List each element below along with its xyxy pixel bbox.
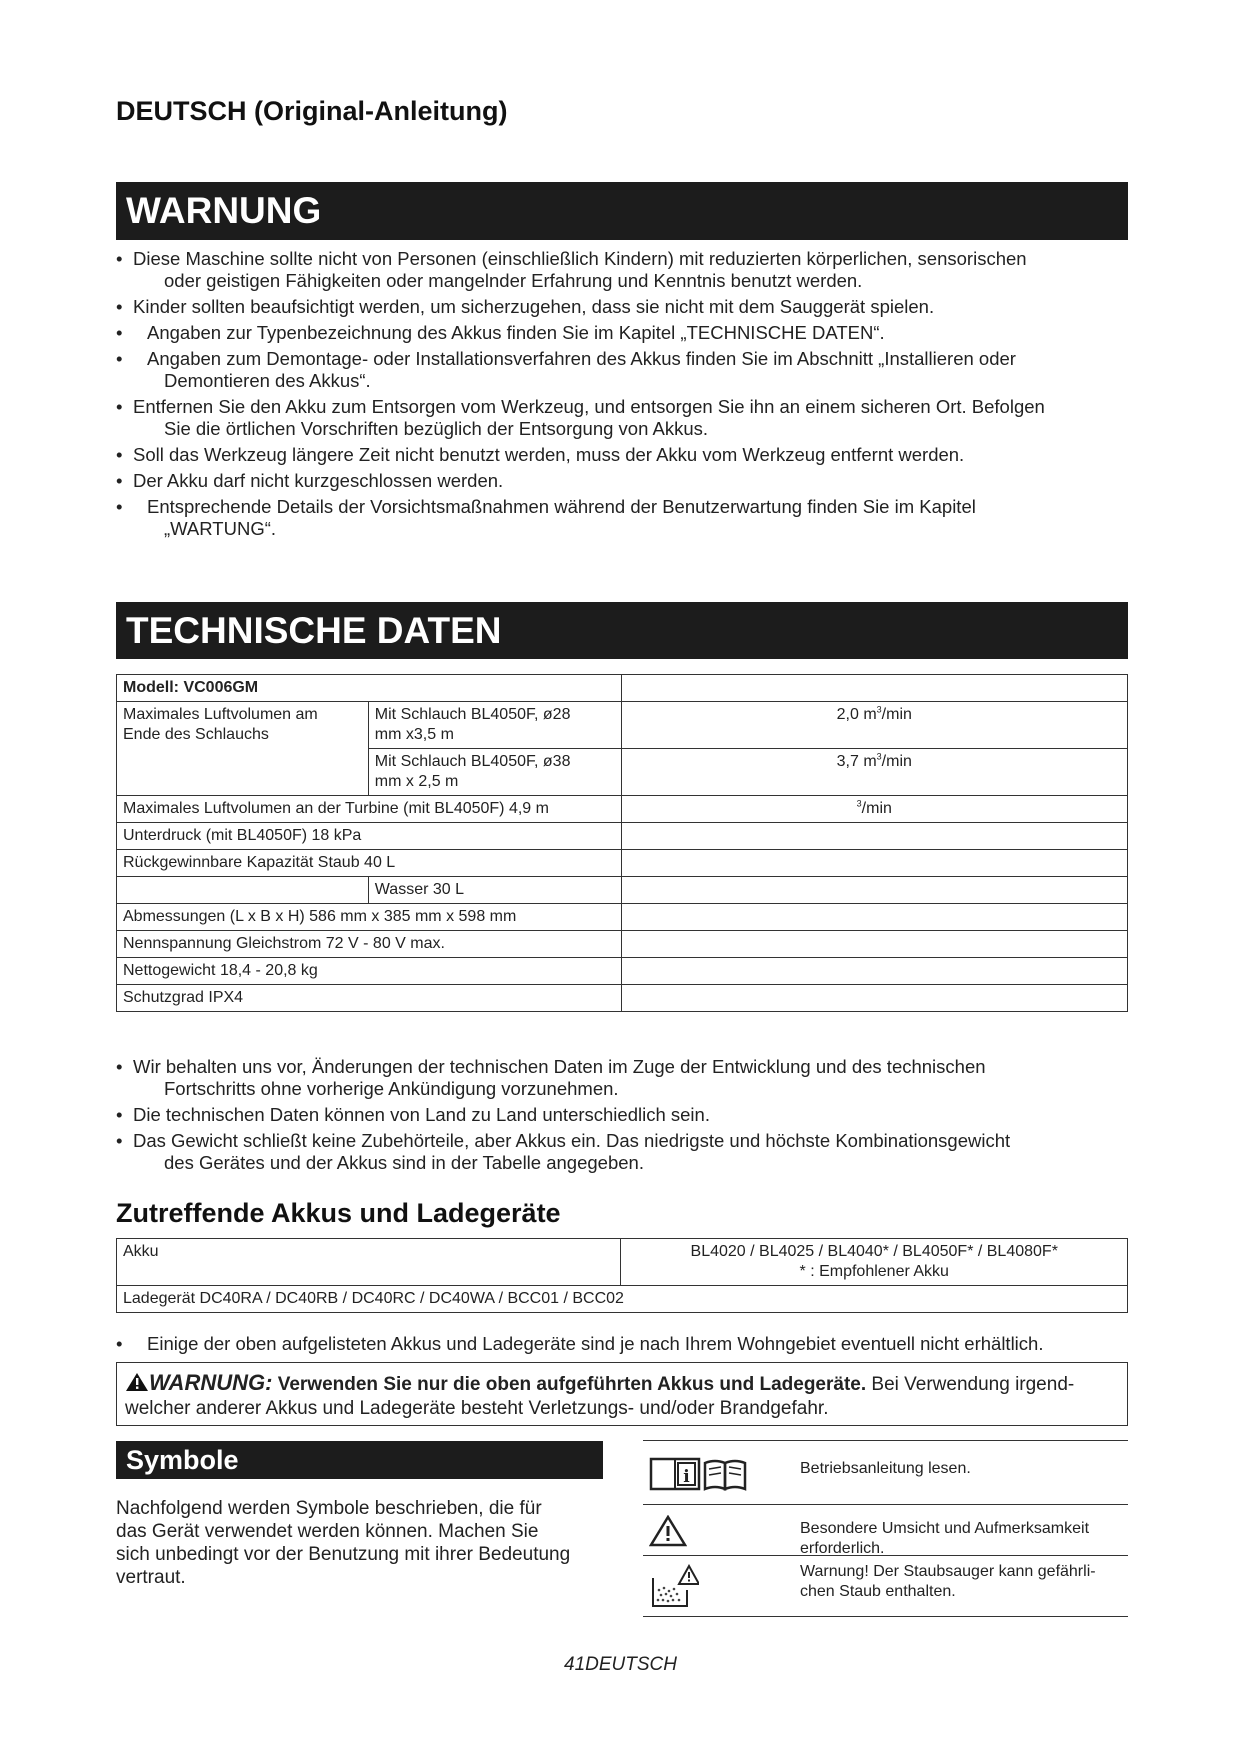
battery-warning-box: WARNUNG: Verwenden Sie nur die oben aufgeführten Akkus und Ladegeräte. Bei Verwendung irgend- welcher anderer Akkus und Ladegeräte besteht Verletzungs- und/oder Brandgefahr.: [116, 1362, 1128, 1426]
list-item: • Soll das Werkzeug längere Zeit nicht benutzt werden, muss der Akku vom Werkzeug entfernt werden.: [116, 444, 1128, 466]
table-row: Warnung! Der Staubsauger kann gefährli- chen Staub enthalten.: [643, 1555, 1128, 1617]
dust-warning-icon: [649, 1564, 699, 1615]
warning-triangle-icon: [125, 1374, 149, 1395]
table-row: Rückgewinnbare Kapazität Staub 40 L: [117, 850, 1128, 877]
tech-heading: TECHNISCHE DATEN: [116, 602, 1128, 659]
list-item: • Diese Maschine sollte nicht von Personen (einschließlich Kindern) mit reduzierten körperlichen, sensorischen oder geistigen Fähigkeiten oder mangelnder Erfahrung und Kenntnis benutzt werden.: [116, 248, 1128, 292]
list-item: • Wir behalten uns vor, Änderungen der technischen Daten im Zuge der Entwicklung und des technischen Fortschritts ohne vorherige Ankündigung vorzunehmen.: [116, 1056, 1128, 1100]
page-title: DEUTSCH (Original-Anleitung): [116, 96, 508, 126]
table-row: Akku BL4020 / BL4025 / BL4040* / BL4050F* / BL4080F* * : Empfohlener Akku: [117, 1239, 1128, 1286]
batteries-table: [116, 1238, 1128, 1313]
table-row: Unterdruck (mit BL4050F) 18 kPa: [117, 823, 1128, 850]
list-item: • Die technischen Daten können von Land zu Land unterschiedlich sein.: [116, 1104, 1128, 1126]
table-row: Nettogewicht 18,4 - 20,8 kg: [117, 958, 1128, 985]
table-row: Maximales Luftvolumen an der Turbine (mit BL4050F) 4,9 m $^3$/min: [117, 796, 1128, 823]
list-item: • Das Gewicht schließt keine Zubehörteile, aber Akkus ein. Das niedrigste und höchste Kombinationsgewicht des Gerätes und der Akkus sind in der Tabelle angegeben.: [116, 1130, 1128, 1174]
table-row: Schutzgrad IPX4: [117, 985, 1128, 1012]
table-row: Modell: VC006GM: [117, 675, 1128, 702]
symbols-intro: Nachfolgend werden Symbole beschrieben, die für das Gerät verwendet werden können. Machen Sie sich unbedingt vor der Benutzung mit ihrer Bedeutung vertraut.: [116, 1498, 571, 1588]
list-item: • Angaben zur Typenbezeichnung des Akkus finden Sie im Kapitel „TECHNISCHE DATEN“.: [116, 322, 1128, 344]
tech-notes: [116, 1056, 1128, 1178]
list-item: • Angaben zum Demontage- oder Installationsverfahren des Akkus finden Sie im Abschnitt „Installieren oder Demontieren des Akkus“.: [116, 348, 1128, 392]
table-row: Besondere Umsicht und Aufmerksamkeit erforderlich.: [643, 1504, 1128, 1556]
table-row: Maximales Luftvolumen am Ende des Schlauchs Mit Schlauch BL4050F, ø28 mm x3,5 m 2,0 $m^3/\min$: [117, 702, 1128, 749]
caution-icon: [649, 1515, 687, 1552]
warning-heading: WARNUNG: [116, 182, 1128, 240]
batteries-heading: Zutreffende Akkus und Ladegeräte: [116, 1198, 561, 1228]
list-item: • Der Akku darf nicht kurzgeschlossen werden.: [116, 470, 1128, 492]
list-item: • Entsprechende Details der Vorsichtsmaßnahmen während der Benutzerwartung finden Sie im Kapitel „WARTUNG“.: [116, 496, 1128, 540]
manual-icon: [649, 1455, 747, 1498]
list-item: • Entfernen Sie den Akku zum Entsorgen vom Werkzeug, und entsorgen Sie ihn an einem sicheren Ort. Befolgen Sie die örtlichen Vorschriften bezüglich der Entsorgung von Akkus.: [116, 396, 1128, 440]
warning-list: [116, 248, 1128, 544]
list-item: • Kinder sollten beaufsichtigt werden, um sicherzugehen, dass sie nicht mit dem Sauggerät spielen.: [116, 296, 1128, 318]
table-row: i Betriebsanleitung lesen.: [643, 1440, 1128, 1505]
page-footer: 41DEUTSCH: [564, 1654, 677, 1675]
table-row: Wasser 30 L: [117, 877, 1128, 904]
list-item: • Einige der oben aufgelisteten Akkus und Ladegeräte sind je nach Ihrem Wohngebiet eventuell nicht erhältlich.: [116, 1333, 1128, 1355]
tech-table: [116, 674, 1128, 1012]
svg-text:i: i: [683, 1467, 690, 1487]
availability-note: [116, 1333, 1128, 1359]
table-row: Abmessungen (L x B x H) 586 mm x 385 mm x 598 mm: [117, 904, 1128, 931]
symbols-heading: Symbole: [116, 1441, 603, 1479]
table-row: Nennspannung Gleichstrom 72 V - 80 V max.: [117, 931, 1128, 958]
table-row: Ladegerät DC40RA / DC40RB / DC40RC / DC40WA / BCC01 / BCC02: [117, 1286, 1128, 1313]
table-row: Mit Schlauch BL4050F, ø38 mm x 2,5 m 3,7 $m^3/\min$: [117, 749, 1128, 796]
